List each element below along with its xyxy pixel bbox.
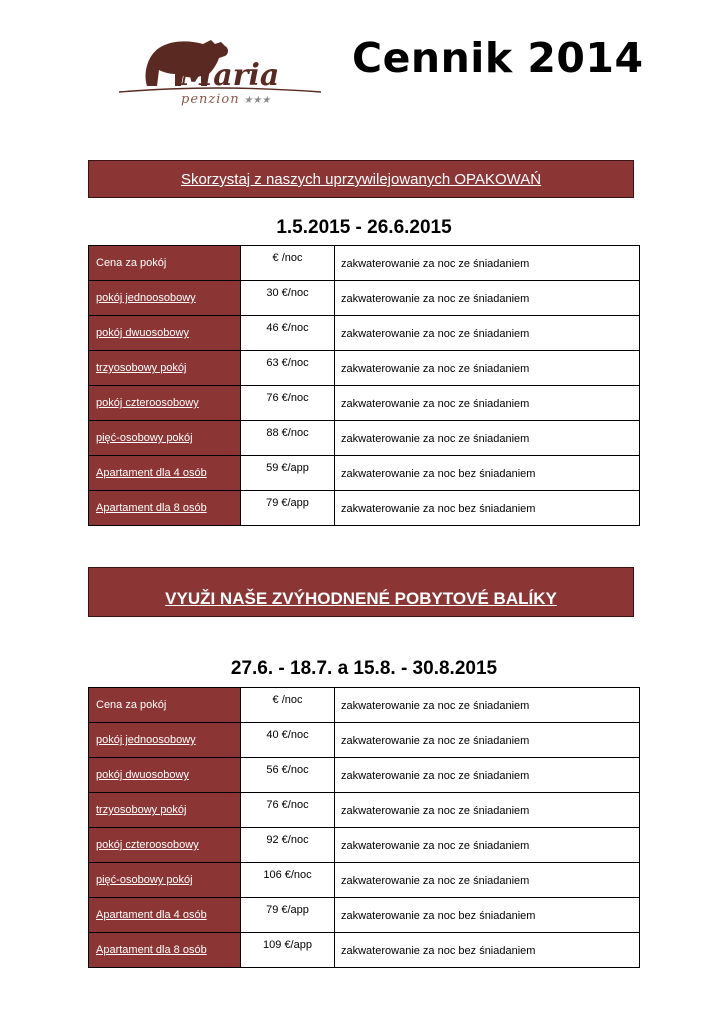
page-title: Cennik 2014	[352, 34, 644, 82]
room-type-cell[interactable]	[89, 723, 241, 758]
table-row	[89, 281, 640, 316]
description-cell: zakwaterowanie za noc ze śniadaniem	[335, 688, 640, 723]
logo-name: Maria	[180, 58, 280, 93]
room-header-label: Cena za pokój	[96, 257, 167, 269]
price-cell: 109 €/app	[241, 933, 335, 968]
description-cell: zakwaterowanie za noc ze śniadaniem	[335, 316, 640, 351]
room-type-link[interactable]: pokój jednoosobowy	[96, 292, 196, 304]
price-cell: 92 €/noc	[241, 828, 335, 863]
room-type-cell[interactable]	[89, 793, 241, 828]
promo-banner-2[interactable]: VYUŽI NAŠE ZVÝHODNENÉ POBYTOVÉ BALÍKY	[88, 567, 634, 617]
description-cell: zakwaterowanie za noc ze śniadaniem	[335, 386, 640, 421]
description-cell: zakwaterowanie za noc bez śniadaniem	[335, 933, 640, 968]
price-cell: 59 €/app	[241, 456, 335, 491]
description-cell: zakwaterowanie za noc ze śniadaniem	[335, 351, 640, 386]
room-type-cell	[89, 688, 241, 723]
room-type-link[interactable]: trzyosobowy pokój	[96, 362, 187, 374]
room-type-cell[interactable]	[89, 863, 241, 898]
description-cell: zakwaterowanie za noc bez śniadaniem	[335, 491, 640, 526]
table-row	[89, 933, 640, 968]
room-type-link[interactable]: Apartament dla 4 osób	[96, 467, 207, 479]
room-type-link[interactable]: Apartament dla 8 osób	[96, 502, 207, 514]
room-type-cell[interactable]	[89, 758, 241, 793]
table-row	[89, 386, 640, 421]
logo	[115, 30, 325, 115]
description-cell: zakwaterowanie za noc ze śniadaniem	[335, 421, 640, 456]
room-type-cell[interactable]	[89, 933, 241, 968]
room-type-cell[interactable]	[89, 351, 241, 386]
room-type-link[interactable]: pokój czteroosobowy	[96, 839, 199, 851]
room-type-link[interactable]: Apartament dla 4 osób	[96, 909, 207, 921]
description-cell: zakwaterowanie za noc ze śniadaniem	[335, 828, 640, 863]
table-row	[89, 456, 640, 491]
description-cell: zakwaterowanie za noc ze śniadaniem	[335, 281, 640, 316]
room-type-link[interactable]: pokój dwuosobowy	[96, 327, 189, 339]
description-cell: zakwaterowanie za noc bez śniadaniem	[335, 456, 640, 491]
room-type-link[interactable]: pokój jednoosobowy	[96, 734, 196, 746]
price-cell: 56 €/noc	[241, 758, 335, 793]
room-header-label: Cena za pokój	[96, 699, 167, 711]
price-cell: 106 €/noc	[241, 863, 335, 898]
table-row	[89, 491, 640, 526]
room-type-cell	[89, 246, 241, 281]
logo-subtitle: penzion ★★★	[181, 92, 271, 107]
table-row	[89, 723, 640, 758]
table-row	[89, 688, 640, 723]
table-row	[89, 758, 640, 793]
description-cell: zakwaterowanie za noc ze śniadaniem	[335, 863, 640, 898]
table-row	[89, 421, 640, 456]
table-row	[89, 316, 640, 351]
table-row	[89, 898, 640, 933]
price-cell: 79 €/app	[241, 491, 335, 526]
table-row	[89, 351, 640, 386]
room-type-link[interactable]: Apartament dla 8 osób	[96, 944, 207, 956]
table-row	[89, 246, 640, 281]
room-type-cell[interactable]	[89, 316, 241, 351]
description-cell: zakwaterowanie za noc ze śniadaniem	[335, 758, 640, 793]
table-row	[89, 828, 640, 863]
room-type-cell[interactable]	[89, 456, 241, 491]
room-type-cell[interactable]	[89, 491, 241, 526]
price-cell: 63 €/noc	[241, 351, 335, 386]
price-table-1	[88, 245, 640, 526]
price-cell: € /noc	[241, 688, 335, 723]
price-cell: 76 €/noc	[241, 793, 335, 828]
description-cell: zakwaterowanie za noc bez śniadaniem	[335, 898, 640, 933]
room-type-link[interactable]: pięć-osobowy pokój	[96, 874, 193, 886]
description-cell: zakwaterowanie za noc ze śniadaniem	[335, 246, 640, 281]
price-cell: € /noc	[241, 246, 335, 281]
price-cell: 79 €/app	[241, 898, 335, 933]
room-type-cell[interactable]	[89, 828, 241, 863]
table-row	[89, 863, 640, 898]
logo-stars: ★★★	[243, 95, 271, 106]
room-type-link[interactable]: pokój czteroosobowy	[96, 397, 199, 409]
description-cell: zakwaterowanie za noc ze śniadaniem	[335, 793, 640, 828]
room-type-cell[interactable]	[89, 421, 241, 456]
price-table-2	[88, 687, 640, 968]
period-title-2: 27.6. - 18.7. a 15.8. - 30.8.2015	[230, 658, 498, 679]
room-type-link[interactable]: trzyosobowy pokój	[96, 804, 187, 816]
room-type-link[interactable]: pięć-osobowy pokój	[96, 432, 193, 444]
price-cell: 46 €/noc	[241, 316, 335, 351]
description-cell: zakwaterowanie za noc ze śniadaniem	[335, 723, 640, 758]
price-cell: 76 €/noc	[241, 386, 335, 421]
room-type-cell[interactable]	[89, 898, 241, 933]
room-type-cell[interactable]	[89, 281, 241, 316]
price-cell: 40 €/noc	[241, 723, 335, 758]
period-title-1: 1.5.2015 - 26.6.2015	[276, 217, 452, 238]
room-type-cell[interactable]	[89, 386, 241, 421]
price-cell: 30 €/noc	[241, 281, 335, 316]
room-type-link[interactable]: pokój dwuosobowy	[96, 769, 189, 781]
table-row	[89, 793, 640, 828]
promo-banner-1[interactable]: Skorzystaj z naszych uprzywilejowanych OPAKOWAŃ	[88, 160, 634, 198]
price-cell: 88 €/noc	[241, 421, 335, 456]
